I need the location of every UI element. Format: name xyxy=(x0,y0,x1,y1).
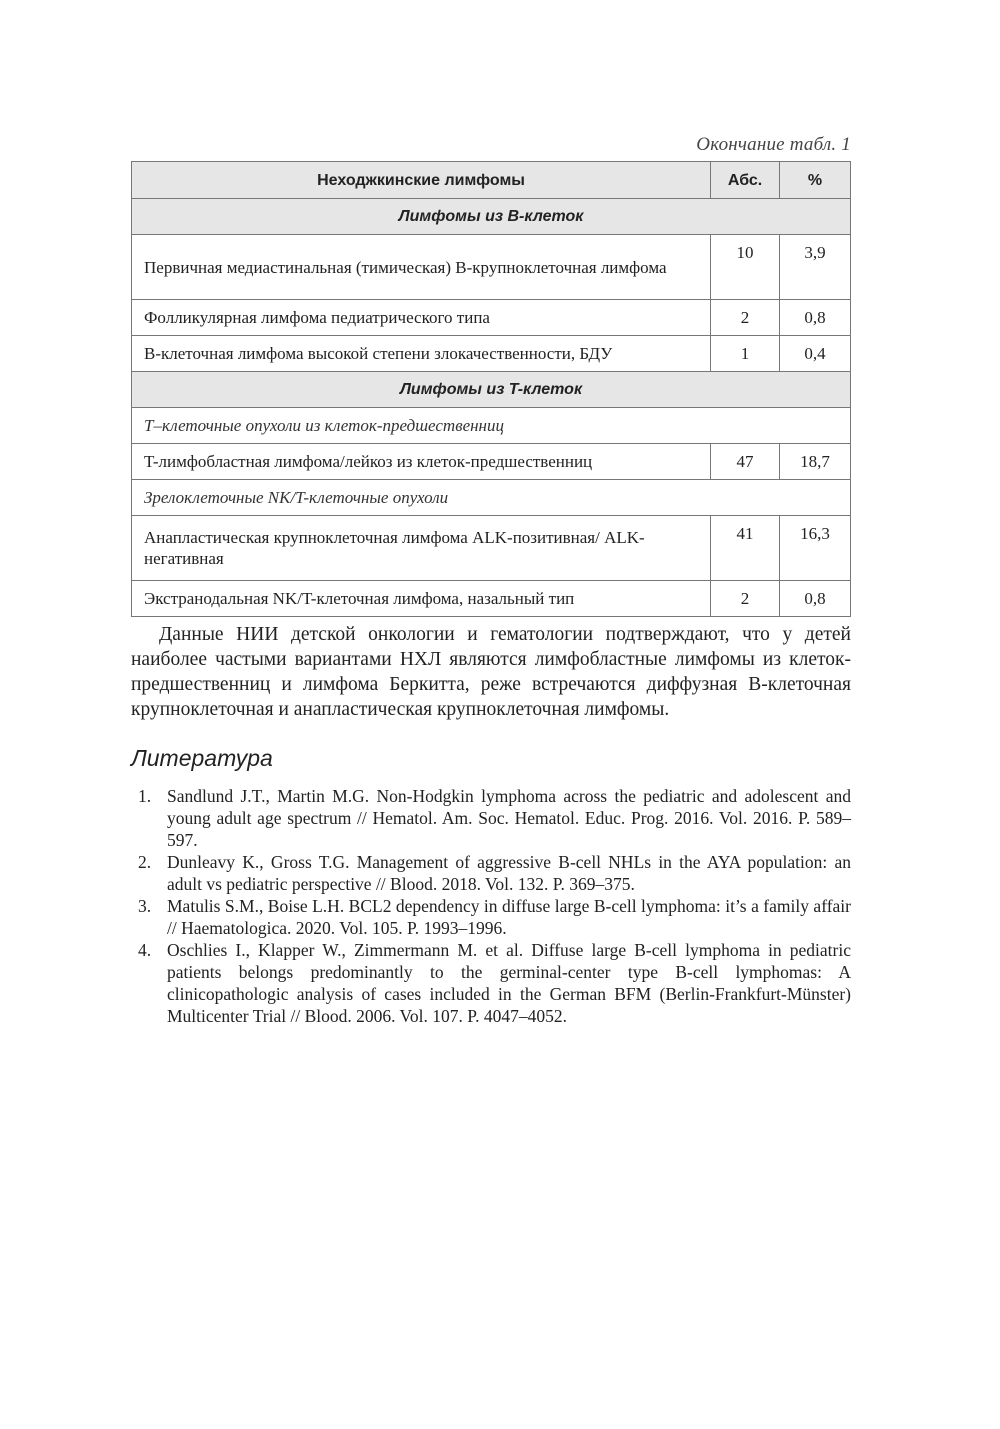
row-abs: 10 xyxy=(711,235,780,300)
reference-text: Oschlies I., Klapper W., Zimmermann M. et al. Diffuse large B-cell lymphoma in pediatric patients belongs predominantly to the germinal-center type B-cell lymphomas: A clinicopathologic analysis of cases included in the German BFM (Berlin-Frankfurt-Münster) Multicenter Trial // Blood. 2006. Vol. 107. P. 4047–4052. xyxy=(167,940,851,1026)
row-name: Экстранодальная NK/T-клеточная лимфома, назальный тип xyxy=(132,581,711,617)
row-pct: 18,7 xyxy=(780,444,851,480)
table-caption: Окончание табл. 1 xyxy=(696,134,851,155)
references-list xyxy=(131,785,851,1027)
row-pct: 3,9 xyxy=(780,235,851,300)
table-row xyxy=(132,444,851,480)
section-t-cell-label: Лимфомы из T-клеток xyxy=(132,372,851,408)
reference-item xyxy=(131,851,851,895)
table-row xyxy=(132,235,851,300)
section-b-cell-label: Лимфомы из B-клеток xyxy=(132,199,851,235)
reference-number: 1. xyxy=(138,786,152,806)
section-row-b-cell xyxy=(132,199,851,235)
row-name: T-лимфобластная лимфома/лейкоз из клеток-предшественниц xyxy=(132,444,711,480)
row-name: Анапластическая крупноклеточная лимфома ALK-позитивная/ ALK-негативная xyxy=(132,516,711,581)
row-abs: 2 xyxy=(711,300,780,336)
section-row-t-cell xyxy=(132,372,851,408)
row-name: B-клеточная лимфома высокой степени злокачественности, БДУ xyxy=(132,336,711,372)
table-header-row xyxy=(132,162,851,199)
subsection-precursor-label: T–клеточные опухоли из клеток-предшественниц xyxy=(132,408,851,444)
row-abs: 2 xyxy=(711,581,780,617)
lymphoma-table xyxy=(131,161,851,617)
row-abs: 47 xyxy=(711,444,780,480)
row-pct: 0,4 xyxy=(780,336,851,372)
literature-heading: Литература xyxy=(131,745,273,771)
reference-number: 4. xyxy=(138,940,152,960)
subsection-mature-label: Зрелоклеточные NK/T-клеточные опухоли xyxy=(132,480,851,516)
row-abs: 41 xyxy=(711,516,780,581)
reference-item xyxy=(131,895,851,939)
reference-item xyxy=(131,785,851,851)
row-abs: 1 xyxy=(711,336,780,372)
table-row xyxy=(132,516,851,581)
subsection-row-mature xyxy=(132,480,851,516)
reference-number: 2. xyxy=(138,852,152,872)
row-pct: 16,3 xyxy=(780,516,851,581)
reference-item xyxy=(131,939,851,1027)
row-pct: 0,8 xyxy=(780,300,851,336)
header-abs: Абс. xyxy=(711,162,780,199)
row-name: Фолликулярная лимфома педиатрического типа xyxy=(132,300,711,336)
reference-text: Sandlund J.T., Martin M.G. Non-Hodgkin lymphoma across the pediatric and adolescent and young adult age spectrum // Hematol. Am. Soc. Hematol. Educ. Prog. 2016. Vol. 2016. P. 589–597. xyxy=(167,786,851,850)
reference-text: Dunleavy K., Gross T.G. Management of aggressive B-cell NHLs in the AYA population: an adult vs pediatric perspective // Blood. 2018. Vol. 132. P. 369–375. xyxy=(167,852,851,894)
header-percent: % xyxy=(780,162,851,199)
row-pct: 0,8 xyxy=(780,581,851,617)
reference-text: Matulis S.M., Boise L.H. BCL2 dependency in diffuse large B-cell lymphoma: it’s a family affair // Haematologica. 2020. Vol. 105. P. 1993–1996. xyxy=(167,896,851,938)
row-name: Первичная медиастинальная (тимическая) B-крупноклеточная лимфома xyxy=(132,235,711,300)
reference-number: 3. xyxy=(138,896,152,916)
subsection-row-precursor xyxy=(132,408,851,444)
header-lymphoma-type: Неходжкинские лимфомы xyxy=(132,162,711,199)
body-paragraph: Данные НИИ детской онкологии и гематологии подтверждают, что у детей наиболее частыми вариантами НХЛ являются лимфобластные лимфомы из клеток-предшественниц и лимфома Беркитта, реже встречаются диффузная B-клеточная крупноклеточная и анапластическая крупноклеточная лимфомы. xyxy=(131,624,851,720)
table-row xyxy=(132,581,851,617)
table-row xyxy=(132,336,851,372)
table-row xyxy=(132,300,851,336)
